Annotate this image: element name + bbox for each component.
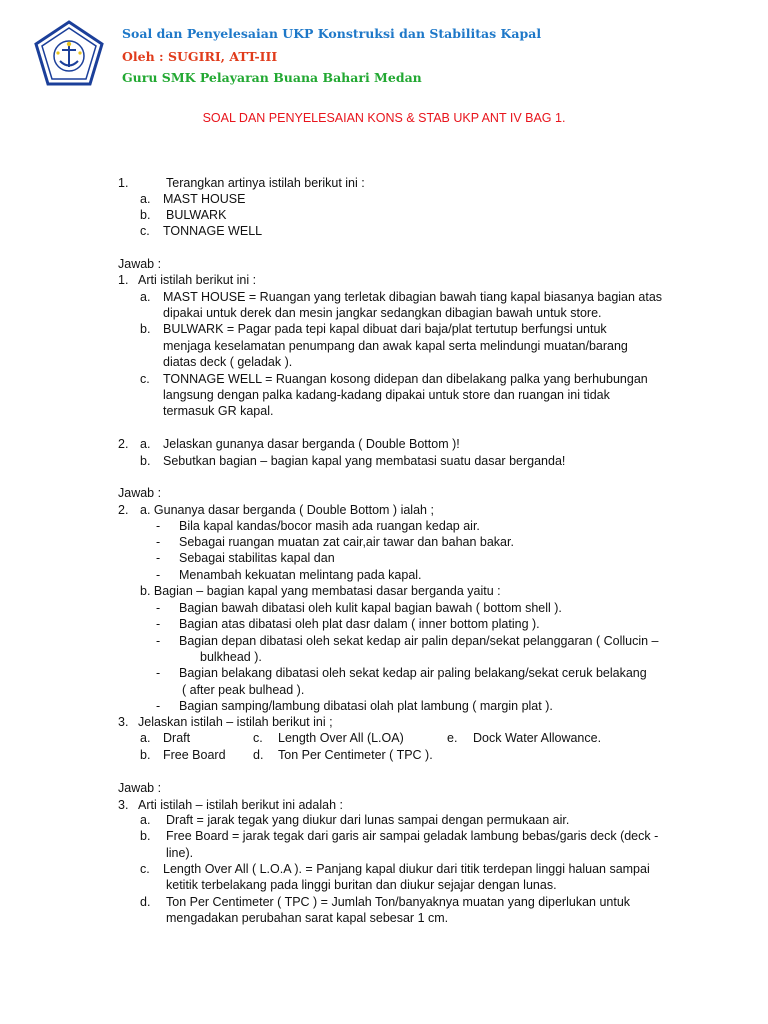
text-line: a. [140, 192, 151, 206]
text-line: a. [140, 437, 151, 451]
text-line: TONNAGE WELL [163, 224, 263, 238]
text-line: Sebagai ruangan muatan zat cair,air tawar dan bahan bakar. [179, 535, 514, 549]
text-line: Sebutkan bagian – bagian kapal yang membatasi suatu dasar berganda! [163, 454, 566, 468]
document-header [0, 0, 768, 100]
text-line: Jawab : [118, 781, 162, 795]
text-line: - [156, 601, 161, 615]
text-line: - [156, 551, 161, 565]
school-logo-emblem [34, 20, 104, 86]
text-line: MAST HOUSE [163, 192, 246, 206]
text-line: MAST HOUSE = Ruangan yang terletak dibagian bawah tiang kapal biasanya bagian atas [163, 290, 663, 304]
text-line: Jelaskan gunanya dasar berganda ( Double Bottom )! [163, 437, 460, 451]
text-line: - [156, 617, 161, 631]
text-line: Jawab : [118, 486, 162, 500]
text-line: Length Over All (L.OA) [278, 731, 404, 745]
text-line: 3. [118, 798, 129, 812]
text-line: Bila kapal kandas/bocor masih ada ruangan kedap air. [179, 519, 480, 533]
text-line: ketitik terbelakang pada linggi buritan dan diukur sejajar dengan lunas. [166, 878, 557, 892]
text-line: - [156, 568, 161, 582]
text-line: Ton Per Centimeter ( TPC ). [278, 748, 433, 762]
text-line: Jelaskan istilah – istilah berikut ini ; [138, 715, 333, 729]
text-line: d. [140, 895, 151, 909]
text-line: menjaga keselamatan penumpang dan awak kapal serta melindungi muatan/barang [163, 339, 628, 353]
text-line: Bagian atas dibatasi oleh plat dasr dalam ( inner bottom plating ). [179, 617, 540, 631]
text-line: Length Over All ( L.O.A ). = Panjang kapal diukur dari titik terdepan linggi haluan sampai [163, 862, 650, 876]
text-line: dipakai untuk derek dan mesin jangkar sedangkan dibagian bawah untuk store. [163, 306, 602, 320]
text-line: Menambah kekuatan melintang pada kapal. [179, 568, 422, 582]
text-line: line). [166, 846, 194, 860]
text-line: BULWARK [166, 208, 227, 222]
text-line: d. [253, 748, 264, 762]
text-line: Free Board [163, 748, 226, 762]
text-line: Bagian bawah dibatasi oleh kulit kapal bagian bawah ( bottom shell ). [179, 601, 562, 615]
text-line: Arti istilah berikut ini : [138, 273, 257, 287]
text-line: Free Board = jarak tegak dari garis air sampai geladak lambung bebas/garis deck (deck - [166, 829, 659, 843]
text-line: 1. [118, 176, 129, 190]
text-line: diatas deck ( geladak ). [163, 355, 293, 369]
text-line: a. [140, 290, 151, 304]
header-author: Oleh : SUGIRI, ATT-III [122, 49, 278, 64]
text-line: a. [140, 813, 151, 827]
text-line: c. [140, 224, 150, 238]
text-line: ( after peak bulhead ). [182, 683, 305, 697]
text-line: Bagian samping/lambung dibatasi olah plat lambung ( margin plat ). [179, 699, 553, 713]
text-line: langsung dengan palka kadang-kadang dipakai untuk store dan ruangan ini tidak [163, 388, 610, 402]
text-line: b. [140, 748, 151, 762]
text-line: a. Gunanya dasar berganda ( Double Bottom ) ialah ; [140, 503, 434, 517]
text-line: b. [140, 322, 151, 336]
text-line: Jawab : [118, 257, 162, 271]
text-line: Sebagai stabilitas kapal dan [179, 551, 335, 565]
text-line: Terangkan artinya istilah berikut ini : [166, 176, 365, 190]
text-line: e. [447, 731, 458, 745]
text-line: - [156, 535, 161, 549]
text-line: mengadakan perubahan sarat kapal sebesar 1 cm. [166, 911, 449, 925]
text-line: bulkhead ). [200, 650, 262, 664]
text-line: b. Bagian – bagian kapal yang membatasi dasar berganda yaitu : [140, 584, 501, 598]
text-line: c. [253, 731, 263, 745]
header-affiliation: Guru SMK Pelayaran Buana Bahari Medan [122, 70, 422, 85]
text-line: c. [140, 862, 150, 876]
text-line: - [156, 666, 161, 680]
text-line: c. [140, 372, 150, 386]
text-line: b. [140, 454, 151, 468]
text-line: - [156, 634, 161, 648]
text-line: - [156, 519, 161, 533]
text-line: Dock Water Allowance. [473, 731, 602, 745]
text-line: a. [140, 731, 151, 745]
text-line: Ton Per Centimeter ( TPC ) = Jumlah Ton/banyaknya muatan yang diperlukan untuk [166, 895, 631, 909]
text-line: 2. [118, 437, 129, 451]
text-line: BULWARK = Pagar pada tepi kapal dibuat dari baja/plat tertutup berfungsi untuk [163, 322, 607, 336]
text-line: Bagian depan dibatasi oleh sekat kedap air palin depan/sekat pelanggaran ( Collucin – [179, 634, 659, 648]
text-line: Bagian belakang dibatasi oleh sekat kedap air paling belakang/sekat ceruk belakang [179, 666, 647, 680]
text-line: - [156, 699, 161, 713]
text-line: termasuk GR kapal. [163, 404, 274, 418]
text-line: b. [140, 208, 151, 222]
text-line: b. [140, 829, 151, 843]
text-line: 3. [118, 715, 129, 729]
document-title: SOAL DAN PENYELESAIAN KONS & STAB UKP ANT IV BAG 1. [202, 111, 566, 125]
text-line: Arti istilah – istilah berikut ini adalah : [138, 798, 343, 812]
text-line: Draft = jarak tegak yang diukur dari lunas sampai dengan permukaan air. [166, 813, 570, 827]
text-line: TONNAGE WELL = Ruangan kosong didepan dan dibelakang palka yang berhubungan [163, 372, 648, 386]
text-line: Draft [163, 731, 191, 745]
header-title: Soal dan Penyelesaian UKP Konstruksi dan Stabilitas Kapal [122, 26, 542, 41]
text-line: 2. [118, 503, 129, 517]
text-line: 1. [118, 273, 129, 287]
